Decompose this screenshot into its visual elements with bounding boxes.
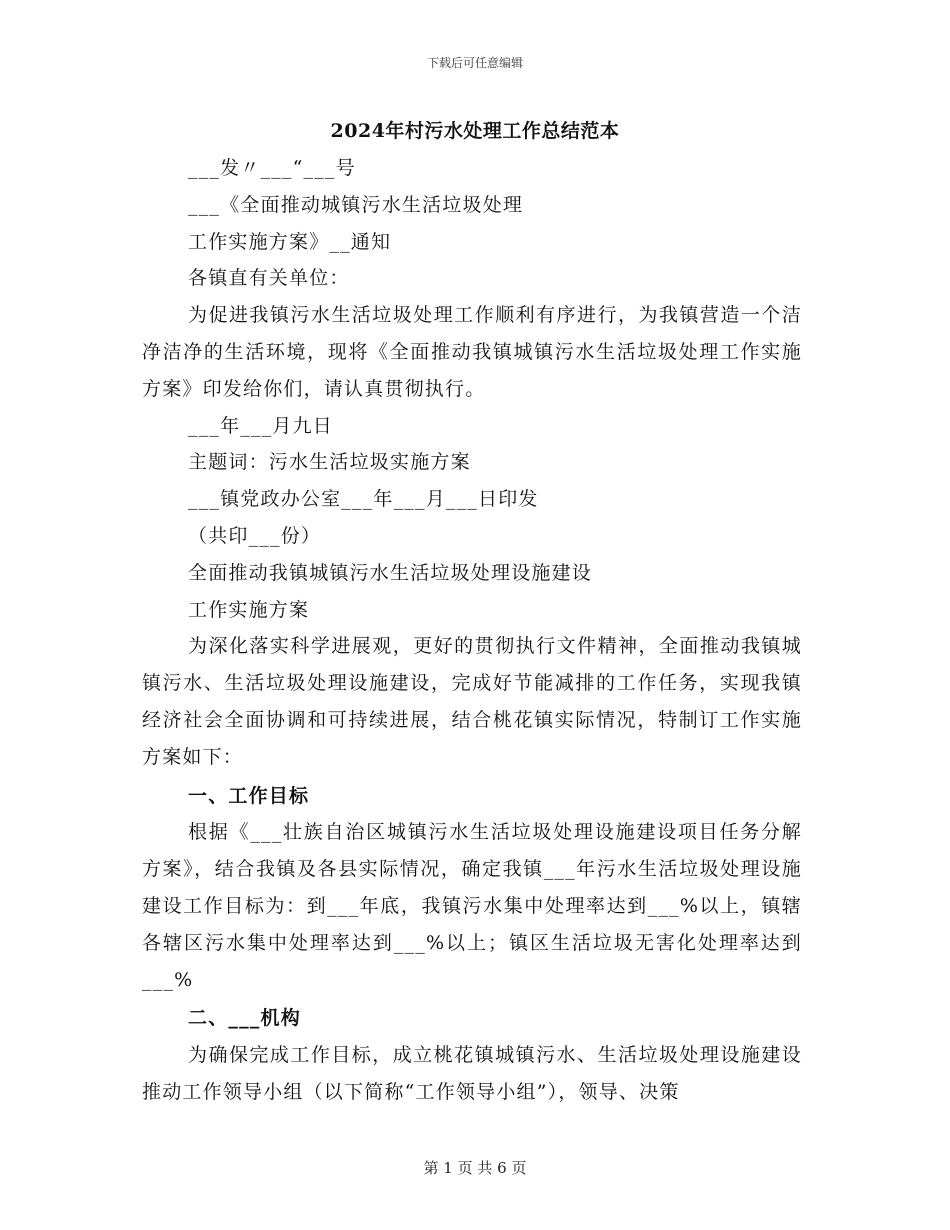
goals-paragraph: 根据《___壮族自治区城镇污水生活垃圾处理设施建设项目任务分解方案》，结合我镇及各县实际情况，确定我镇___年污水生活垃圾处理设施建设工作目标为：到___年底，我镇污水集中处理率达到___%以上，镇辖各辖区污水集中处理率达到___%以上；镇区生活垃圾无害化处理率达到___% [142, 821, 802, 991]
organization-paragraph: 为确保完成工作目标，成立桃花镇城镇污水、生活垃圾处理设施建设推动工作领导小组（以下简称“工作领导小组”），领导、决策 [142, 1044, 802, 1103]
issuer-line: ___镇党政办公室___年___月___日印发 [188, 488, 539, 511]
notice-title-line-1: ___《全面推动城镇污水生活垃圾处理 [188, 193, 524, 216]
document-title: 2024年村污水处理工作总结范本 [330, 120, 620, 142]
plan-title-line-1: 全面推动我镇城镇污水生活垃圾处理设施建设 [188, 561, 593, 584]
plan-title-line-2: 工作实施方案 [188, 598, 310, 621]
subject-keywords-line: 主题词：污水生活垃圾实施方案 [188, 451, 471, 474]
notice-body-paragraph: 为促进我镇污水生活垃圾处理工作顺利有序进行，为我镇营造一个洁净洁净的生活环境，现将《全面推动我镇城镇污水生活垃圾处理工作实施方案》印发给你们，请认真贯彻执行。 [142, 304, 802, 400]
section-heading-goals: 一、工作目标 [188, 784, 310, 807]
date-line: ___年___月九日 [188, 414, 334, 437]
recipients-line: 各镇直有关单位： [188, 267, 350, 290]
page-number-footer: 第 1 页 共 6 页 [423, 1159, 527, 1177]
doc-number-line: ___发〃___“___号 [188, 157, 356, 179]
page-header-note: 下载后可任意编辑 [426, 56, 523, 70]
document-body [142, 150, 802, 1111]
section-heading-organization: 二、___机构 [188, 1007, 301, 1030]
plan-intro-paragraph: 为深化落实科学进展观，更好的贯彻执行文件精神，全面推动我镇城镇污水、生活垃圾处理设施建设，完成好节能减排的工作任务，实现我镇经济社会全面协调和可持续进展，结合桃花镇实际情况，特制订工作实施方案如下： [142, 635, 802, 768]
copies-line: （共印___份） [188, 524, 322, 547]
notice-title-line-2: 工作实施方案》__通知 [188, 230, 392, 253]
